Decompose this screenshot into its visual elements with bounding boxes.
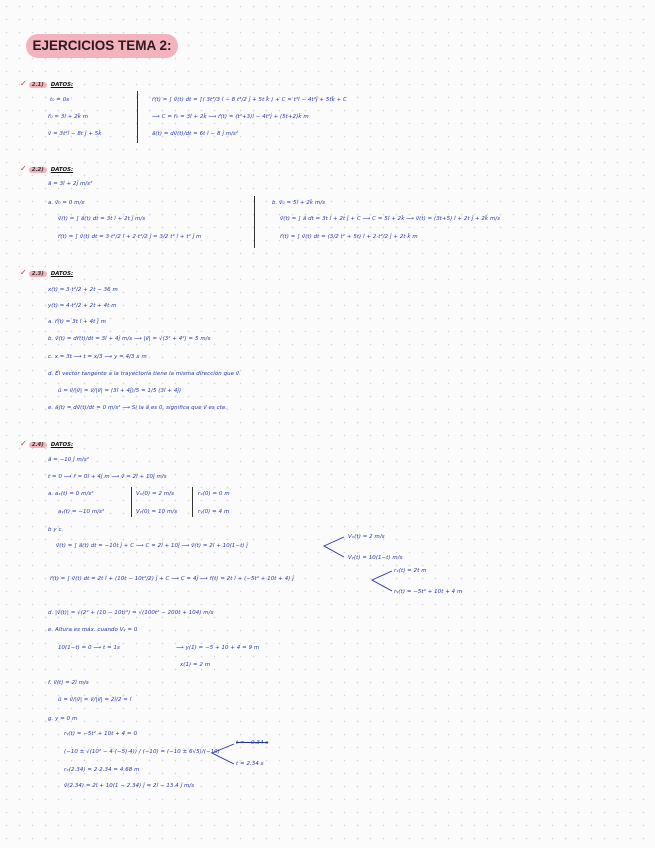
solution-line: v⃗(t) = ∫ a⃗(t) dt = 3t î + 2t ĵ m/s — [58, 216, 146, 222]
solution-line: rₓ(2.34) = 2·2.34 = 4.68 m — [64, 767, 140, 773]
solution-line: Vᵧ(t) = 10(1−t) m/s — [348, 555, 403, 561]
solution-line: c. x = 3t ⟶ t = x/3 ⟶ y = 4/3 x m — [48, 354, 147, 360]
page-title: EJERCICIOS TEMA 2: — [26, 34, 178, 58]
solution-line: a. aₓ(t) = 0 m/s² — [48, 491, 94, 497]
datos-label: DATOS: — [50, 442, 74, 448]
column-divider — [131, 487, 132, 517]
check-icon: ✓ — [20, 439, 27, 448]
solution-line: a. v⃗₀ = 0 m/s — [48, 200, 85, 206]
bracket-icon — [320, 535, 344, 559]
solution-line: 10(1−t) = 0 ⟶ t = 1s — [58, 645, 120, 651]
solution-line: rᵧ(t) = −5t² + 10t + 4 m — [394, 589, 463, 595]
solution-line: ⟶ C = r⃗₀ = 3î + 2k̂ ⟶ r⃗(t) = (t³+3)î − 4t²ĵ + (5t+2)k̂ m — [152, 114, 309, 120]
column-divider — [192, 487, 193, 517]
solution-line: a. r⃗(t) = 3t î + 4t ĵ m — [48, 319, 106, 325]
bracket-icon — [368, 569, 392, 593]
solution-line: ⟶ y(1) = −5 + 10 + 4 = 9 m — [176, 645, 260, 651]
solution-line: x(t) = 3·t²/2 + 2t − 36 m — [48, 287, 118, 293]
solution-line: e. Altura es máx. cuando Vᵧ = 0 — [48, 627, 138, 633]
given-v: v⃗ = 3t²î − 8t ĵ + 5k̂ — [48, 131, 102, 137]
solution-line: r⃗(t) = ∫ v⃗(t) dt = ∫( 3t³/3 î − 8 t²/2 ĵ + 5t k̂ ) + C = t³î − 4t²ĵ + 5tk̂ + C — [152, 97, 347, 103]
exercise-2-2-header — [20, 164, 73, 173]
datos-label: DATOS: — [50, 271, 74, 277]
datos-label: DATOS: — [50, 82, 74, 88]
bracket-icon — [208, 742, 234, 766]
solution-line: r⃗(t) = ∫ v⃗(t) dt = 2t î + (10t − 10t²/2) ĵ + C ⟶ C = 4ĵ ⟶ r⃗(t) = 2t î + (−5t² + 10t + 4) ĵ — [50, 576, 294, 582]
given-r0: r⃗₀ = 3î + 2k̂ m — [48, 114, 89, 120]
solution-line: b y c. — [48, 527, 64, 533]
solution-line: a⃗ = −10 ĵ m/s² — [48, 457, 89, 463]
column-divider — [254, 196, 255, 248]
solution-line: v⃗(2.34) = 2î + 10(1 − 2.34) ĵ = 2î − 13.4 ĵ m/s — [64, 783, 195, 789]
exercise-2-4-header — [20, 439, 73, 448]
solution-line: b. v⃗₀ = 5î + 2k̂ m/s — [272, 200, 326, 206]
solution-line: f. v⃗(t) = 2î m/s — [48, 680, 89, 686]
solution-line: e. a⃗(t) = dv⃗(t)/dt = 0 m/s² ⟶ Si la a⃗ es 0, significa que v⃗ es cte. — [48, 405, 228, 411]
exercise-number: 2.2) — [29, 167, 47, 173]
solution-line: v⃗(t) = ∫ a⃗ dt = 3t î + 2t ĵ + C ⟶ C = 5î + 2k̂ ⟶ v⃗(t) = (3t+5) î + 2t ĵ + 2k̂ m/s — [280, 216, 501, 222]
solution-line: r⃗(t) = ∫ v⃗(t) dt = (3/2 t² + 5t) î + 2·t²/2 ĵ + 2t k̂ m — [280, 234, 418, 240]
solution-line: rᵧ(t) = −5t² + 10t + 4 = 0 — [64, 731, 137, 737]
solution-line: Vₓ(0) = 2 m/s — [136, 491, 174, 497]
exercise-number: 2.3) — [29, 271, 47, 277]
solution-line: û = v⃗/|v⃗| = v⃗/|v⃗| = 2î/2 = î — [58, 697, 132, 703]
given-acceleration: a⃗ = 3î + 2ĵ m/s² — [48, 181, 93, 187]
column-divider — [137, 91, 138, 143]
solution-line: û = v⃗/|v⃗| = v⃗/|v⃗| = (3î + 4ĵ)/5 = 1/5 (3î + 4ĵ) — [58, 388, 182, 394]
solution-line: rᵧ(0) = 4 m — [198, 509, 230, 515]
solution-line: g. y = 0 m — [48, 716, 78, 722]
given-t0: t₀ = 0s — [50, 97, 70, 103]
solution-line: Vᵧ(0) = 10 m/s — [136, 509, 178, 515]
solution-line: y(t) = 4·t²/2 + 2t + 4t m — [48, 303, 117, 309]
solution-line: t = 0 ⟶ r⃗ = 0î + 4ĵ m ⟶ v⃗ = 2î + 10ĵ m/s — [48, 474, 167, 480]
solution-line: rₓ(t) = 2t m — [394, 568, 427, 574]
solution-line: (−10 ± √(10² − 4·(−5)·4)) / (−10) = (−10 ± 6√5)/(−10) — [64, 749, 220, 755]
solution-line: b. v⃗(t) = dr⃗(t)/dt = 3î + 4ĵ m/s ⟶ |v⃗| = √(3² + 4²) = 5 m/s — [48, 336, 211, 342]
exercise-number: 2.1) — [29, 82, 47, 88]
solution-line: Vₓ(t) = 2 m/s — [348, 534, 385, 540]
check-icon: ✓ — [20, 268, 27, 277]
solution-line: v⃗(t) = ∫ a⃗(t) dt = −10t ĵ + C ⟶ C = 2î + 10ĵ ⟶ v⃗(t) = 2î + 10(1−t) ĵ — [56, 543, 248, 549]
check-icon: ✓ — [20, 164, 27, 173]
solution-line: t = −0.34 s — [236, 740, 269, 746]
exercise-2-1-header — [20, 79, 73, 88]
solution-line: a⃗(t) = dv⃗(t)/dt = 6t î − 8 ĵ m/s² — [152, 131, 239, 137]
solution-line: t = 2.34 s — [236, 761, 264, 767]
solution-line: aᵧ(t) = −10 m/s² — [58, 509, 105, 515]
datos-label: DATOS: — [50, 167, 74, 173]
solution-line: d. El vector tangente a la trayectoria tiene la misma dirección que v⃗. — [48, 371, 241, 377]
solution-line: x(1) = 2 m — [180, 662, 211, 668]
solution-line: rₓ(0) = 0 m — [198, 491, 230, 497]
check-icon: ✓ — [20, 79, 27, 88]
solution-line: d. |v⃗(t)| = √(2² + (10 − 10t)²) = √(100t² − 200t + 104) m/s — [48, 610, 214, 616]
solution-line: r⃗(t) = ∫ v⃗(t) dt = 3·t²/2 î + 2·t²/2 ĵ = 3/2 t² î + t² ĵ m — [58, 234, 202, 240]
exercise-2-3-header — [20, 268, 73, 277]
exercise-number: 2.4) — [29, 442, 47, 448]
